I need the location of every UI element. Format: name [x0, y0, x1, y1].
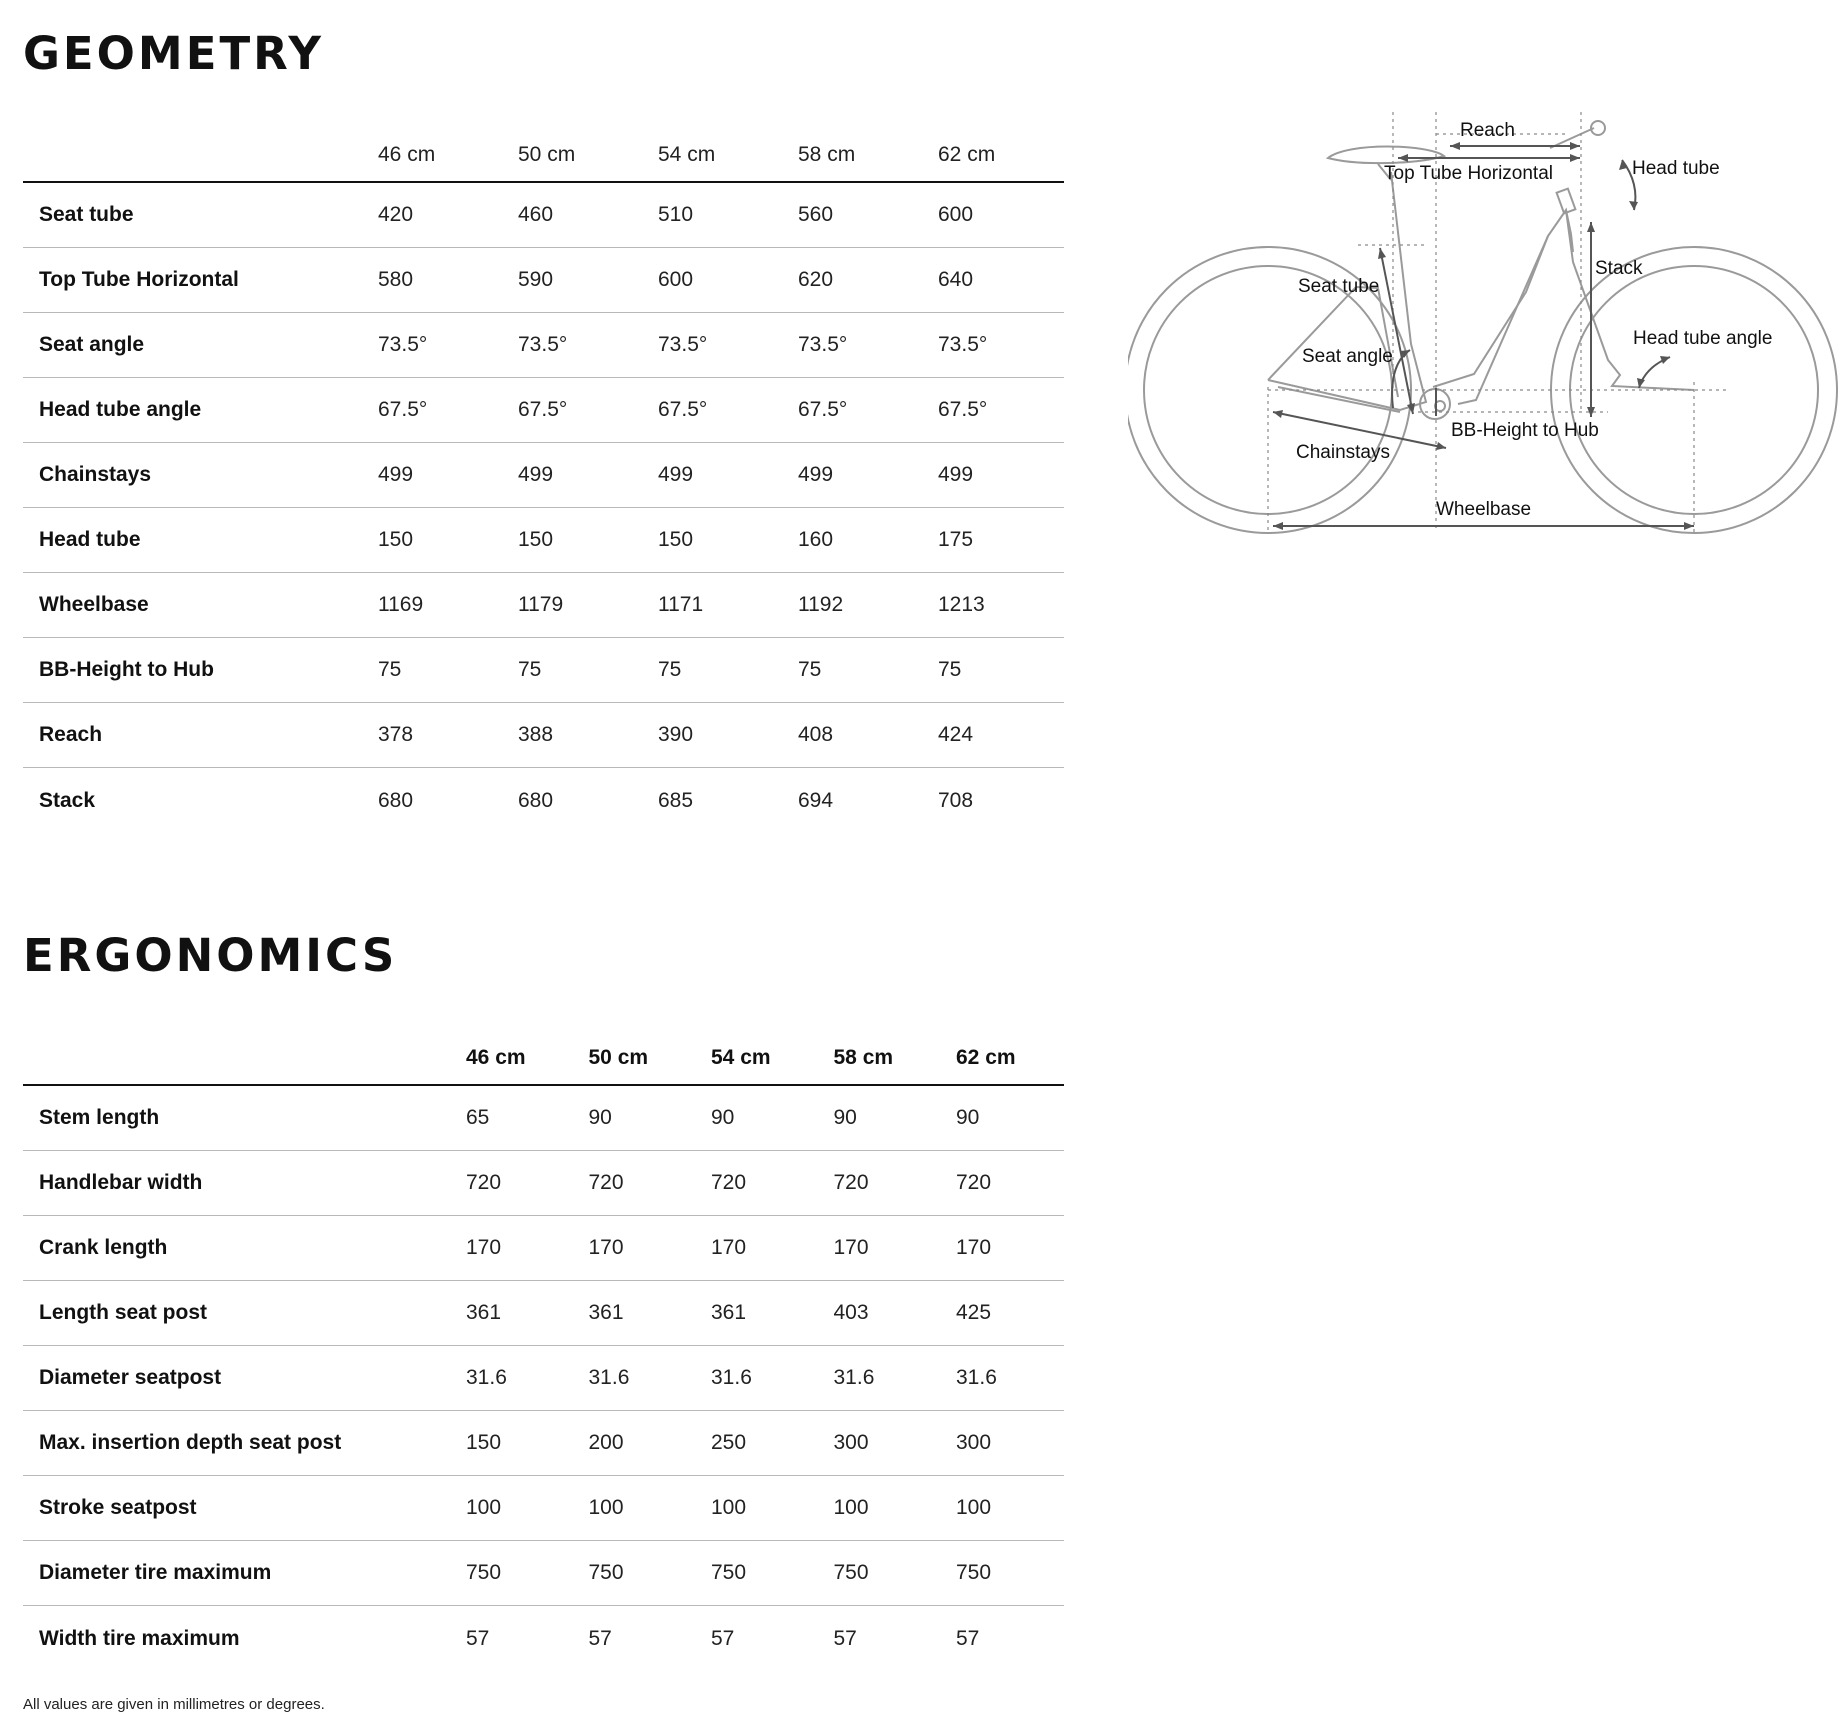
ergonomics-size-header: 58 cm: [833, 1045, 894, 1069]
row-value: 170: [833, 1236, 869, 1259]
arrowhead: [1273, 410, 1283, 418]
row-value: 90: [588, 1106, 612, 1129]
row-value: 170: [466, 1236, 502, 1259]
arrowhead: [1587, 222, 1595, 232]
row-label: Chainstays: [39, 463, 152, 486]
row-value: 420: [378, 203, 414, 226]
row-value: 160: [798, 528, 834, 551]
row-value: 90: [711, 1106, 735, 1129]
row-value: 75: [518, 658, 542, 681]
table-row: [23, 1346, 1064, 1411]
row-value: 720: [711, 1171, 747, 1194]
arrowhead: [1660, 356, 1670, 364]
row-value: 170: [588, 1236, 624, 1259]
row-value: 600: [658, 268, 694, 291]
row-value: 75: [938, 658, 962, 681]
row-value: 90: [956, 1106, 980, 1129]
row-value: 460: [518, 203, 554, 226]
row-value: 720: [833, 1171, 869, 1194]
row-value: 75: [798, 658, 822, 681]
row-value: 408: [798, 723, 834, 746]
row-value: 67.5°: [518, 398, 568, 421]
row-value: 57: [956, 1626, 980, 1650]
row-label: Stack: [39, 788, 96, 812]
row-value: 620: [798, 268, 834, 291]
row-value: 750: [711, 1561, 747, 1584]
arrowhead: [1436, 442, 1446, 450]
row-value: 425: [956, 1301, 992, 1324]
geometry-size-header: 50 cm: [518, 142, 576, 166]
row-value: 1169: [378, 593, 424, 616]
row-label: Seat angle: [39, 333, 145, 356]
row-value: 73.5°: [518, 333, 568, 356]
row-value: 75: [378, 658, 402, 681]
row-value: 100: [833, 1496, 869, 1519]
diagram-label-head-tube: Head tube: [1632, 158, 1720, 179]
geometry-size-header: 54 cm: [658, 142, 716, 166]
table-row: [23, 508, 1064, 573]
row-value: 100: [711, 1496, 747, 1519]
row-label: Top Tube Horizontal: [39, 268, 239, 291]
row-value: 31.6: [833, 1366, 875, 1389]
row-value: 175: [938, 528, 974, 551]
diagram-label-top-tube: Top Tube Horizontal: [1384, 163, 1553, 184]
row-value: 250: [711, 1431, 747, 1454]
diagram-label-bb-height: BB-Height to Hub: [1451, 420, 1599, 441]
diagram-label-reach: Reach: [1460, 120, 1515, 141]
arrowhead: [1273, 522, 1283, 530]
row-value: 694: [798, 788, 834, 812]
row-value: 499: [938, 463, 974, 486]
row-value: 150: [378, 528, 414, 551]
row-label: Stem length: [39, 1106, 160, 1129]
row-value: 378: [378, 723, 414, 746]
row-value: 680: [518, 788, 554, 812]
table-row: [23, 183, 1064, 248]
footnote: All values are given in millimetres or degrees.: [23, 1696, 325, 1713]
row-value: 1171: [658, 593, 704, 616]
row-value: 750: [956, 1561, 992, 1584]
row-label: Length seat post: [39, 1301, 208, 1324]
row-value: 31.6: [711, 1366, 752, 1389]
row-value: 708: [938, 788, 974, 812]
saddle: [1328, 147, 1444, 164]
row-value: 57: [833, 1626, 857, 1650]
ergonomics-size-header: 46 cm: [466, 1045, 526, 1069]
table-row: [23, 1086, 1064, 1151]
row-value: 170: [711, 1236, 747, 1259]
row-value: 750: [588, 1561, 624, 1584]
row-value: 100: [956, 1496, 992, 1519]
row-value: 750: [466, 1561, 502, 1584]
row-value: 1179: [518, 593, 564, 616]
row-value: 300: [833, 1431, 869, 1454]
diagram-label-wheelbase: Wheelbase: [1436, 499, 1532, 520]
row-value: 73.5°: [798, 333, 848, 356]
table-row: [23, 703, 1064, 768]
row-value: 1213: [938, 593, 985, 616]
row-value: 170: [956, 1236, 992, 1259]
row-value: 57: [466, 1626, 490, 1650]
table-row: [23, 1216, 1064, 1281]
ergonomics-size-header: 54 cm: [711, 1045, 771, 1069]
row-value: 1192: [798, 593, 844, 616]
row-label: Handlebar width: [39, 1171, 203, 1194]
row-label: Stroke seatpost: [39, 1496, 197, 1519]
row-value: 73.5°: [938, 333, 988, 356]
table-row: [23, 1476, 1064, 1541]
diagram-label-head-tube-angle: Head tube angle: [1633, 328, 1773, 349]
row-value: 424: [938, 723, 974, 746]
table-row: [23, 1541, 1064, 1606]
row-value: 685: [658, 788, 694, 812]
ergonomics-header-row: [23, 1013, 1064, 1086]
arrowhead: [1398, 154, 1408, 162]
row-value: 499: [518, 463, 554, 486]
row-value: 73.5°: [658, 333, 708, 356]
row-value: 388: [518, 723, 554, 746]
table-row: [23, 768, 1064, 833]
geometry-table: [23, 110, 1064, 833]
row-value: 31.6: [588, 1366, 630, 1389]
row-value: 67.5°: [378, 398, 428, 421]
table-row: [23, 248, 1064, 313]
row-label: Diameter seatpost: [39, 1366, 222, 1389]
row-value: 100: [466, 1496, 502, 1519]
row-value: 150: [658, 528, 694, 551]
table-row: [23, 1281, 1064, 1346]
row-value: 560: [798, 203, 834, 226]
table-row: [23, 1606, 1064, 1671]
ergonomics-title: ERGONOMICS: [23, 929, 398, 982]
row-value: 200: [588, 1431, 624, 1454]
row-value: 720: [956, 1171, 992, 1194]
table-row: [23, 378, 1064, 443]
bike-geometry-diagram: [1128, 112, 1840, 542]
table-row: [23, 443, 1064, 508]
arrowhead: [1629, 201, 1638, 210]
row-label: Head tube angle: [39, 398, 202, 421]
row-value: 65: [466, 1106, 490, 1129]
arrowhead: [1378, 248, 1386, 259]
table-row: [23, 313, 1064, 378]
diagram-label-seat-tube: Seat tube: [1298, 276, 1380, 297]
diagram-label-seat-angle: Seat angle: [1302, 346, 1393, 367]
ergonomics-size-header: 62 cm: [956, 1045, 1016, 1069]
row-value: 100: [588, 1496, 624, 1519]
row-value: 57: [711, 1626, 735, 1650]
table-row: [23, 1411, 1064, 1476]
row-value: 750: [833, 1561, 869, 1584]
row-value: 640: [938, 268, 974, 291]
geometry-size-header: 62 cm: [938, 142, 996, 166]
row-label: Crank length: [39, 1236, 168, 1259]
geometry-size-header: 58 cm: [798, 142, 856, 166]
row-label: BB-Height to Hub: [39, 658, 214, 681]
table-row: [23, 638, 1064, 703]
row-value: 510: [658, 203, 694, 226]
row-value: 720: [466, 1171, 502, 1194]
row-label: Diameter tire maximum: [39, 1561, 272, 1584]
row-value: 73.5°: [378, 333, 428, 356]
row-value: 403: [833, 1301, 869, 1324]
row-value: 67.5°: [658, 398, 708, 421]
row-label: Reach: [39, 723, 103, 746]
row-value: 499: [658, 463, 694, 486]
diagram-label-chainstays: Chainstays: [1296, 442, 1390, 463]
table-row: [23, 1151, 1064, 1216]
row-value: 67.5°: [938, 398, 988, 421]
ergonomics-size-header: 50 cm: [588, 1045, 649, 1069]
row-value: 361: [711, 1301, 747, 1324]
row-value: 600: [938, 203, 974, 226]
diagram-label-stack: Stack: [1595, 258, 1643, 279]
row-label: Width tire maximum: [39, 1626, 240, 1650]
table-row: [23, 573, 1064, 638]
row-value: 680: [378, 788, 414, 812]
row-value: 499: [798, 463, 834, 486]
row-value: 300: [956, 1431, 992, 1454]
row-value: 31.6: [956, 1366, 997, 1389]
row-value: 31.6: [466, 1366, 507, 1389]
row-value: 75: [658, 658, 682, 681]
arrowhead: [1684, 522, 1694, 530]
row-value: 361: [466, 1301, 502, 1324]
row-label: Wheelbase: [39, 593, 149, 616]
geometry-header-row: [23, 110, 1064, 183]
row-value: 57: [588, 1626, 612, 1650]
row-label: Seat tube: [39, 203, 134, 226]
row-value: 150: [466, 1431, 502, 1454]
row-value: 580: [378, 268, 414, 291]
arrowhead: [1450, 142, 1460, 150]
arrowhead: [1570, 142, 1580, 150]
row-value: 361: [588, 1301, 624, 1324]
row-value: 150: [518, 528, 554, 551]
row-value: 67.5°: [798, 398, 848, 421]
row-label: Head tube: [39, 528, 141, 551]
row-label: Max. insertion depth seat post: [39, 1431, 342, 1454]
geometry-title: GEOMETRY: [23, 27, 324, 80]
row-value: 90: [833, 1106, 857, 1129]
row-value: 590: [518, 268, 554, 291]
row-value: 390: [658, 723, 694, 746]
arrowhead: [1570, 154, 1580, 162]
row-value: 720: [588, 1171, 624, 1194]
ergonomics-table: [23, 1013, 1064, 1671]
row-value: 499: [378, 463, 414, 486]
geometry-size-header: 46 cm: [378, 142, 436, 166]
